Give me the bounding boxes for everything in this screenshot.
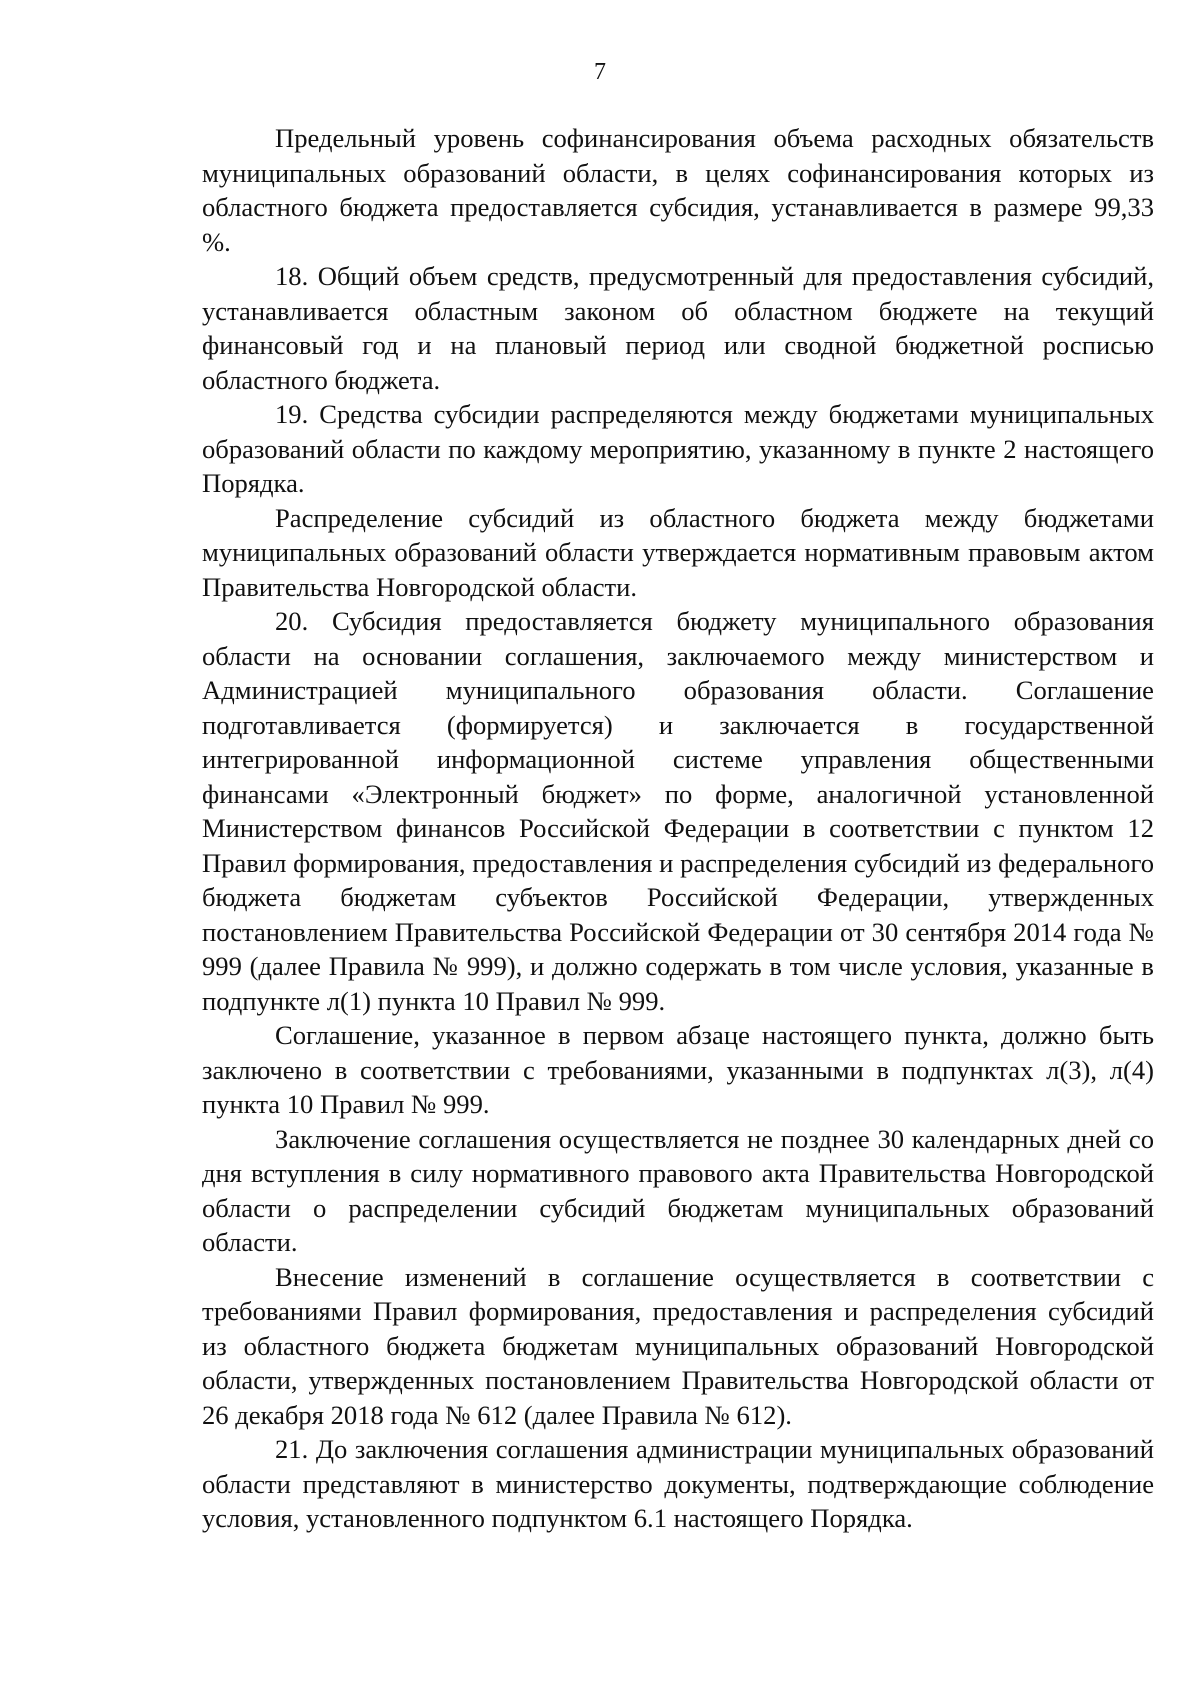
paragraph-subsidy-distribution: Распределение субсидий из областного бюджета между бюджетами муниципальных образований области утверждается нормативным правовым актом Правительства Новгородской области. xyxy=(202,502,1154,602)
paragraph-item-21: 21. До заключения соглашения администрации муниципальных образований области представляют в министерство документы, подтверждающие соблюдение условия, установленного подпунктом 6.1 настоящего Порядка. xyxy=(202,1434,1154,1533)
paragraph-agreement-deadline: Заключение соглашения осуществляется не позднее 30 календарных дней со дня вступления в силу нормативного правового акта Правительства Новгородской области о распределении субсидий бюджетам муниципальных образований области. xyxy=(202,1123,1154,1257)
paragraph-cofinancing-level: Предельный уровень софинансирования объема расходных обязательств муниципальных образований области, в целях софинансирования которых из областного бюджета предоставляется субсидия, устанавливается в размере 99,33 %. xyxy=(202,123,1154,257)
paragraph-item-18: 18. Общий объем средств, предусмотренный для предоставления субсидий, устанавливается областным законом об областном бюджете на текущий финансовый год и на плановый период или сводной бюджетной росписью областного бюджета. xyxy=(202,261,1154,395)
paragraph-agreement-amendments: Внесение изменений в соглашение осуществляется в соответствии с требованиями Правил формирования, предоставления и распределения субсидий из областного бюджета бюджетам муниципальных образований Новгородской области, утвержденных постановлением Правительства Новгородской области от 26 декабря 2018 года № 612 (далее Правила № 612). xyxy=(202,1261,1154,1430)
paragraph-agreement-requirements: Соглашение, указанное в первом абзаце настоящего пункта, должно быть заключено в соответствии с требованиями, указанными в подпунктах л(3), л(4) пункта 10 Правил № 999. xyxy=(202,1020,1154,1119)
paragraph-item-20: 20. Субсидия предоставляется бюджету муниципального образования области на основании соглашения, заключаемого между министерством и Администрацией муниципального образования области. Соглашение подготавливается (формируется) и заключается в государственной интегрированной информационной системе управления общественными финансами «Электронный бюджет» по форме, аналогичной установленной Министерством финансов Российской Федерации в соответствии с пунктом 12 Правил формирования, предоставления и распределения субсидий из федерального бюджета бюджетам субъектов Российской Федерации, утвержденных постановлением Правительства Российской Федерации от 30 сентября 2014 года № 999 (далее Правила № 999), и должно содержать в том числе условия, указанные в подпункте л(1) пункта 10 Правил № 999. xyxy=(202,606,1154,1016)
document-body xyxy=(202,121,1154,1536)
paragraph-item-19: 19. Средства субсидии распределяются между бюджетами муниципальных образований области по каждому мероприятию, указанному в пункте 2 настоящего Порядка. xyxy=(202,399,1154,498)
page-number: 7 xyxy=(594,59,606,85)
